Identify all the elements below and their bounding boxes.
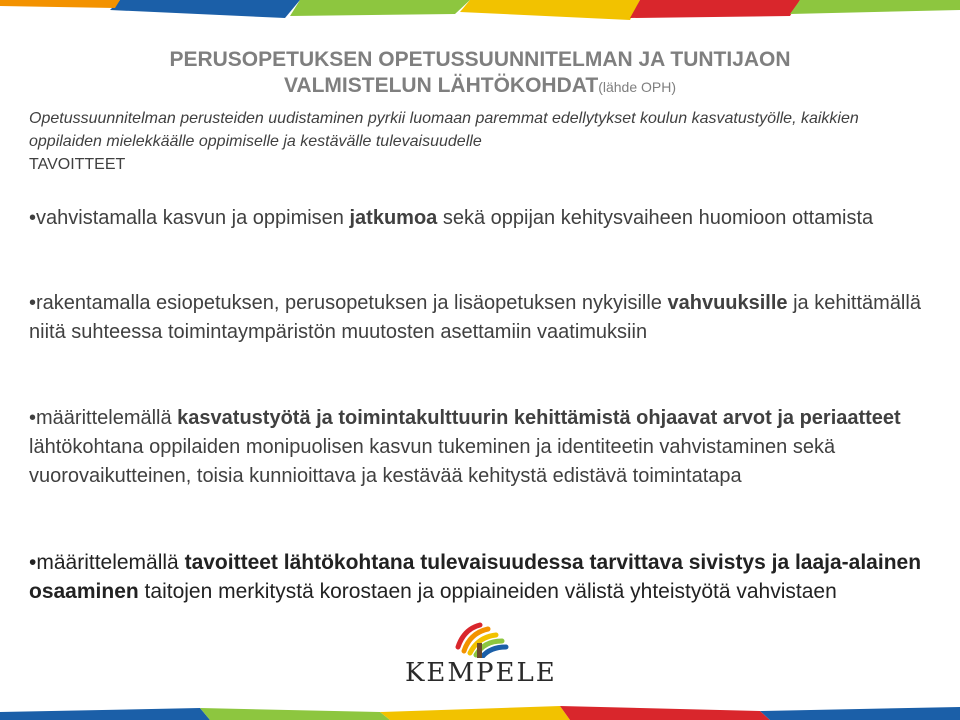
bullet-item-1 <box>29 204 934 233</box>
title-line-2 <box>0 73 960 100</box>
title-source: (lähde OPH) <box>598 79 676 95</box>
bullet-1-emphasis: jatkumoa <box>349 207 438 229</box>
top-decorative-stripes <box>0 0 960 22</box>
bullet-2-emphasis: vahvuuksille <box>667 292 788 314</box>
bullet-2-text: •rakentamalla esiopetuksen, perusopetuksen ja lisäopetuksen nykyisille <box>29 292 668 314</box>
bullet-3-text: •määrittelemällä <box>29 407 178 429</box>
bullet-4-text: •määrittelemällä <box>29 551 185 574</box>
title-line-1: PERUSOPETUKSEN OPETUSSUUNNITELMAN JA TUNTIJAON <box>169 48 791 71</box>
bullet-item-3 <box>29 404 934 491</box>
bullet-3-text-end: lähtökohtana oppilaiden monipuolisen kasvun tukeminen ja identiteetin vahvistaminen sekä vuorovaikutteinen, toisia kunnioittava ja kestävää kehitystä edistävä toimintatapa <box>29 436 836 487</box>
intro-text: Opetussuunnitelman perusteiden uudistaminen pyrkii luomaan paremmat edellytykset koulun kasvatustyölle, kaikkien oppilaiden mielekkäälle oppimiselle ja kestävälle tulevaisuudelle <box>29 110 859 150</box>
bullet-1-text: •vahvistamalla kasvun ja oppimisen <box>29 207 350 229</box>
tree-logo-icon <box>450 613 510 658</box>
bottom-decorative-stripes <box>0 706 960 720</box>
bullet-4-emphasis: tavoitteet lähtökohtana tulevaisuudessa tarvittava sivistys ja laaja-alainen osaaminen <box>29 551 922 603</box>
bullet-2-text-end: ja kehittämällä niitä suhteessa toimintaympäristön muutosten asettamiin vaatimuksiin <box>29 292 921 343</box>
kempele-logo <box>405 613 557 688</box>
logo-text: KEMPELE <box>405 658 557 688</box>
bullet-1-text-end: sekä oppijan kehitysvaiheen huomioon ottamista <box>437 207 874 229</box>
goals-heading: TAVOITTEET <box>29 156 126 173</box>
bullet-4-text-end: taitojen merkitystä korostaen ja oppiaineiden välistä yhteistyötä vahvistaen <box>138 580 837 603</box>
bullet-item-2 <box>29 289 934 347</box>
bullet-3-emphasis: kasvatustyötä ja toimintakulttuurin kehittämistä ohjaavat arvot ja periaatteet <box>177 407 901 429</box>
bullet-item-4 <box>29 548 934 606</box>
title-line-2-main: VALMISTELUN LÄHTÖKOHDAT <box>283 74 599 97</box>
